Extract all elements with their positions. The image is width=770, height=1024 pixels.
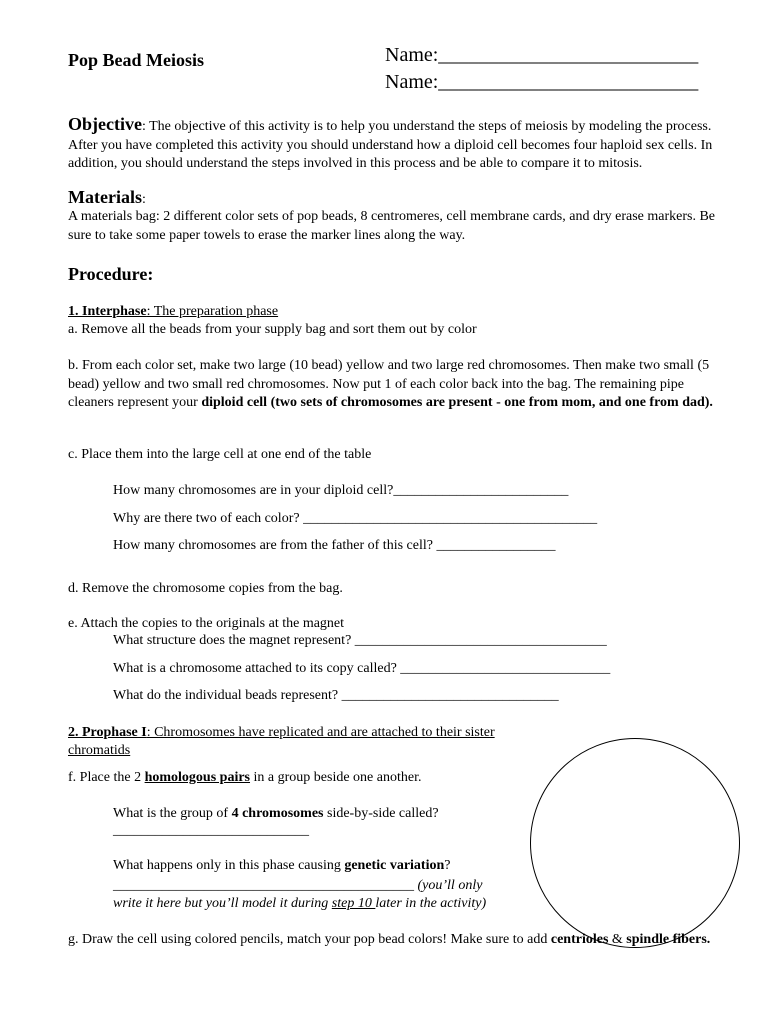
question-genetic-variation bbox=[113, 857, 450, 875]
step1-e: e. Attach the copies to the originals at the magnet bbox=[68, 616, 345, 631]
q7-post: side-by-side called? bbox=[323, 806, 439, 821]
step2-f-post: in a group beside one another. bbox=[250, 770, 422, 785]
objective-heading: Objective bbox=[68, 114, 142, 134]
materials-heading-row bbox=[68, 187, 146, 208]
name-field-1[interactable]: Name:__________________________ bbox=[385, 44, 699, 66]
q8-pre: What happens only in this phase causing bbox=[113, 858, 345, 873]
step2-subtitle-line2: chromatids bbox=[68, 743, 131, 758]
step1-c: c. Place them into the large cell at one end of the table bbox=[68, 447, 372, 462]
question-tetrad-blank[interactable]: ____________________________ bbox=[113, 823, 309, 838]
question-genetic-variation-blank[interactable] bbox=[113, 877, 482, 895]
step2-g-bold2: spindle fibers. bbox=[626, 932, 711, 947]
q7-pre: What is the group of bbox=[113, 806, 232, 821]
step1-heading bbox=[68, 303, 718, 322]
q8-note-2b: step 10 bbox=[331, 896, 376, 911]
step1-b-text: b. From each color set, make two large (10 bead) yellow and two large red chromosomes. Then make two small (5 bead) yellow and two small red chromosomes. Now put 1 of each color back into the bag. The remaining pipe cleaners represent your bbox=[68, 358, 710, 410]
step2-g-bold1: centrioles bbox=[550, 932, 609, 947]
step2-g-pre: g. Draw the cell using colored pencils, match your pop bead colors! Make sure to add bbox=[68, 932, 551, 947]
step2-heading bbox=[68, 724, 538, 760]
step2-f-bold: homologous pairs bbox=[144, 770, 251, 785]
step1-a: a. Remove all the beads from your supply bag and sort them out by color bbox=[68, 322, 477, 337]
objective-paragraph bbox=[68, 115, 718, 174]
q8-bold: genetic variation bbox=[344, 858, 445, 873]
question-tetrad bbox=[113, 805, 439, 823]
step1-label: 1. Interphase bbox=[68, 304, 147, 319]
question-genetic-variation-note bbox=[113, 895, 486, 913]
step1-subtitle: : The preparation phase bbox=[146, 304, 279, 319]
cell-drawing-circle[interactable] bbox=[530, 738, 740, 948]
objective-text: : The objective of this activity is to help you understand the steps of meiosis by modeling the process. After you have completed this activity you should understand how a diploid cell becomes four haploid sex cells. In addition, you should understand the steps involved in this process and be able to compare it to mitosis. bbox=[68, 119, 713, 171]
materials-text: A materials bag: 2 different color sets of pop beads, 8 centromeres, cell membrane cards, and dry erase markers. Be sure to take some paper towels to erase the marker lines along the way. bbox=[68, 209, 716, 243]
q8-blank[interactable]: ___________________________________________ bbox=[113, 878, 414, 893]
question-two-colors[interactable]: Why are there two of each color? __________________________________________ bbox=[113, 511, 598, 526]
materials-colon: : bbox=[141, 192, 146, 207]
name-field-2[interactable]: Name:__________________________ bbox=[385, 71, 699, 93]
question-father-chromosomes[interactable]: How many chromosomes are from the father of this cell? _________________ bbox=[113, 538, 556, 553]
q8-note-1: (you’ll only bbox=[414, 878, 483, 893]
step2-f-pre: f. Place the 2 bbox=[68, 770, 145, 785]
step1-d: d. Remove the chromosome copies from the bag. bbox=[68, 581, 343, 596]
question-diploid-count[interactable]: How many chromosomes are in your diploid cell?_________________________ bbox=[113, 483, 569, 498]
q8-note-2a: write it here but you’ll model it during bbox=[113, 896, 332, 911]
procedure-heading: Procedure: bbox=[68, 264, 154, 284]
step1-b-bold: diploid cell (two sets of chromosomes are present - one from mom, and one from dad). bbox=[201, 395, 713, 410]
question-beads-represent[interactable]: What do the individual beads represent? _______________________________ bbox=[113, 688, 559, 703]
question-attached-copy[interactable]: What is a chromosome attached to its copy called? ______________________________ bbox=[113, 661, 611, 676]
page-title: Pop Bead Meiosis bbox=[68, 50, 205, 70]
step1-b bbox=[68, 357, 718, 413]
question-magnet-structure[interactable]: What structure does the magnet represent? ____________________________________ bbox=[113, 633, 607, 648]
step2-label: 2. Prophase I bbox=[68, 725, 147, 740]
q7-bold: 4 chromosomes bbox=[231, 806, 324, 821]
q8-post: ? bbox=[444, 858, 451, 873]
q8-note-2c: later in the activity) bbox=[375, 896, 487, 911]
step2-g-mid: & bbox=[608, 932, 627, 947]
materials-heading: Materials bbox=[68, 187, 142, 207]
step2-subtitle-line1: : Chromosomes have replicated and are attached to their sister bbox=[146, 725, 495, 740]
